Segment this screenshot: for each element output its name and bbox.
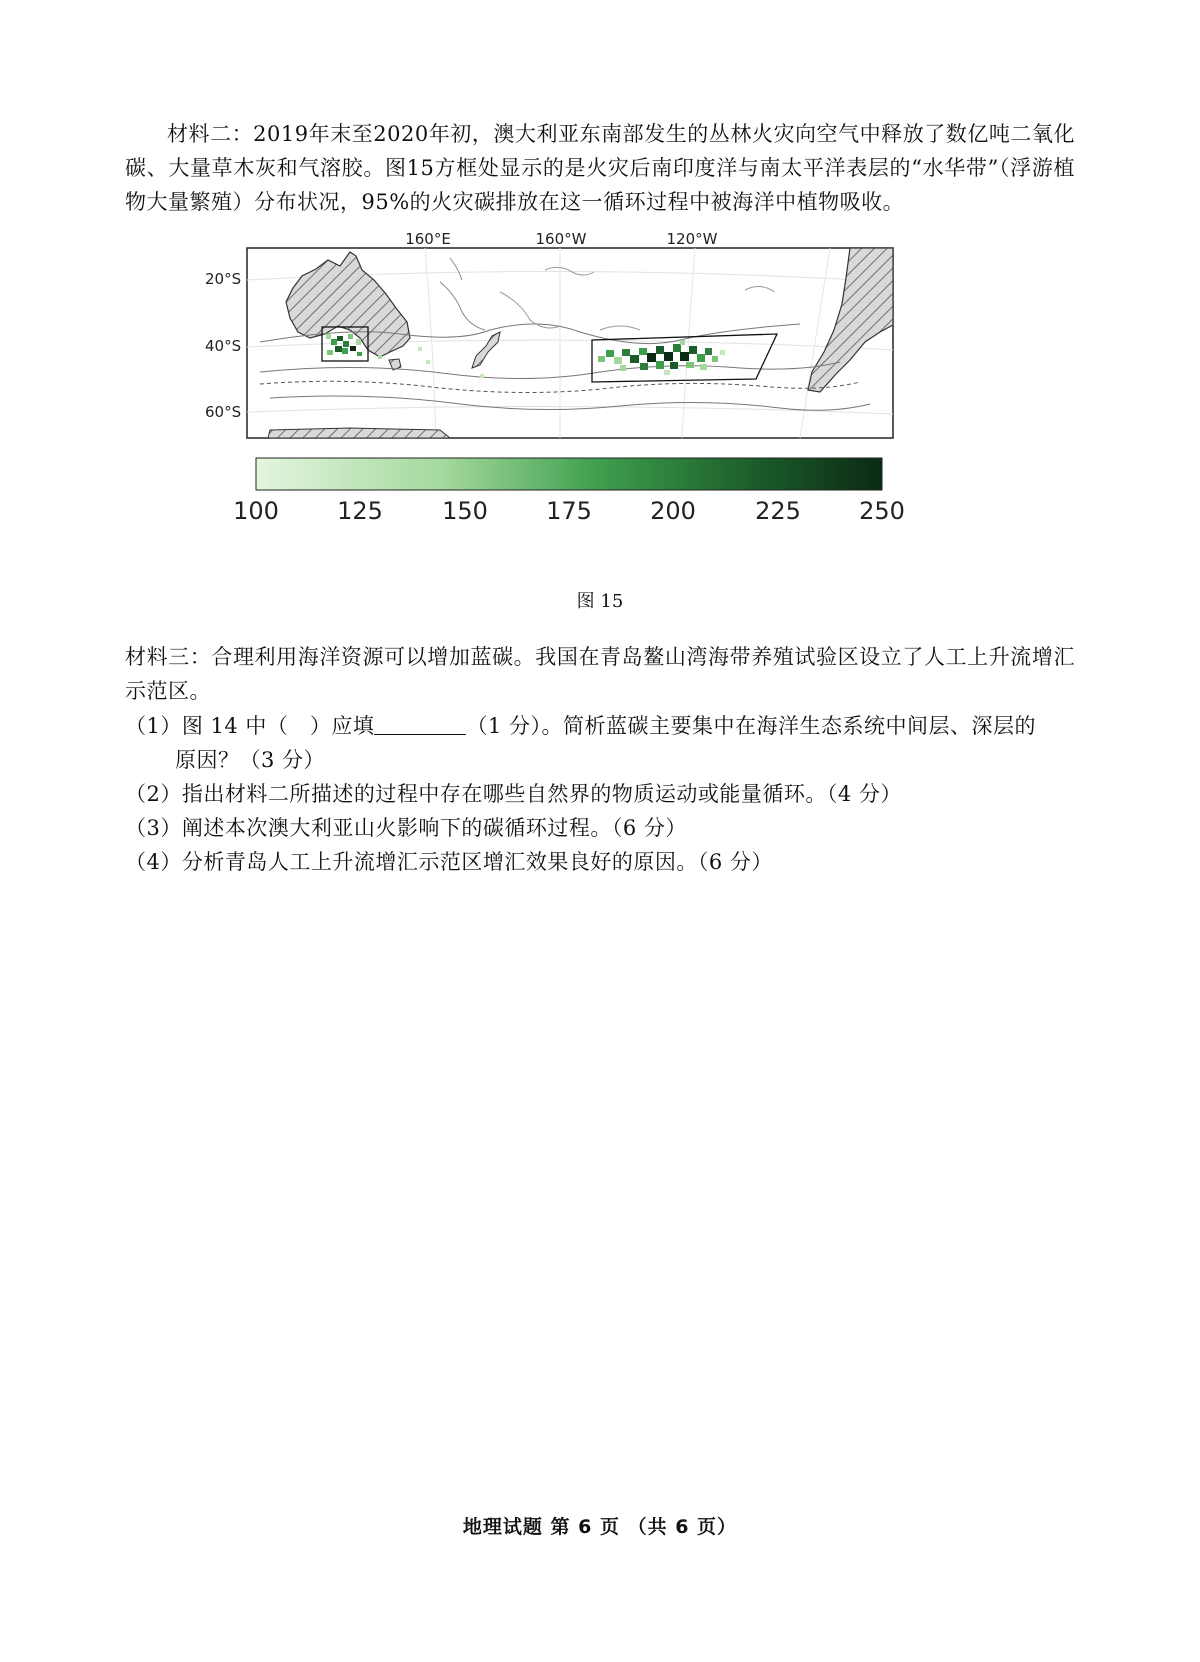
- colorbar-ticks: [233, 497, 905, 525]
- antarctica-strip: [268, 428, 450, 438]
- question-2: （2）指出材料二所描述的过程中存在哪些自然界的物质运动或能量循环。（4 分）: [125, 782, 902, 806]
- colorbar: [256, 458, 882, 490]
- figure-15-map: [200, 222, 920, 532]
- lon-label-160e: 160°E: [405, 230, 451, 248]
- lat-label-40s: 40°S: [205, 337, 242, 355]
- material-three-paragraph: 材料三：合理利用海洋资源可以增加蓝碳。我国在青岛鳌山湾海带养殖试验区设立了人工上升流增汇示范区。: [125, 645, 1075, 703]
- lon-label-120w: 120°W: [666, 230, 718, 248]
- answer-blank[interactable]: [374, 712, 466, 735]
- question-1-suffix: （1 分）。简析蓝碳主要集中在海洋生态系统中间层、深层的: [466, 714, 1036, 738]
- colorbar-tick-100: 100: [233, 497, 279, 525]
- question-1: [125, 709, 1075, 777]
- question-1-prefix: （1）图 14 中（ ）应填: [125, 714, 375, 738]
- material-two-paragraph: 材料二：2019年末至2020年初，澳大利亚东南部发生的丛林火灾向空气中释放了数亿吨二氧化碳、大量草木灰和气溶胶。图15方框处显示的是火灾后南印度洋与南太平洋表层的“水华带”（浮游植物大量繁殖）分布状况，95%的火灾碳排放在这一循环过程中被海洋中植物吸收。: [125, 122, 1075, 214]
- figure-caption: 图 15: [576, 591, 624, 612]
- colorbar-tick-125: 125: [337, 497, 383, 525]
- lat-label-20s: 20°S: [205, 270, 242, 288]
- colorbar-tick-200: 200: [650, 497, 696, 525]
- lat-label-60s: 60°S: [205, 403, 242, 421]
- page-footer: 地理试题 第 6 页 （共 6 页）: [462, 1516, 738, 1538]
- lon-label-160w: 160°W: [535, 230, 587, 248]
- map-panel: [247, 248, 893, 438]
- colorbar-tick-250: 250: [859, 497, 905, 525]
- colorbar-tick-150: 150: [442, 497, 488, 525]
- question-4: （4）分析青岛人工上升流增汇示范区增汇效果良好的原因。（6 分）: [125, 850, 773, 874]
- colorbar-tick-175: 175: [546, 497, 592, 525]
- question-3: （3）阐述本次澳大利亚山火影响下的碳循环过程。（6 分）: [125, 816, 687, 840]
- question-1-continuation: 原因？（3 分）: [175, 748, 326, 772]
- colorbar-tick-225: 225: [755, 497, 801, 525]
